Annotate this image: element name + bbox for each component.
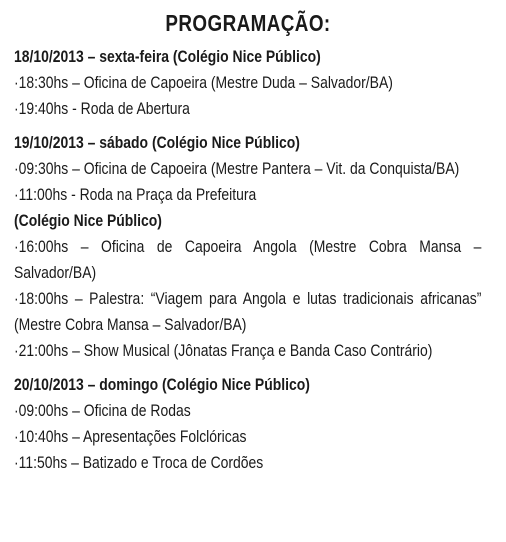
schedule-item: ·10:40hs – Apresentações Folclóricas [14, 427, 247, 446]
day-section-3 [14, 372, 482, 476]
schedule-item: ·11:00hs - Roda na Praça da Prefeitura [14, 185, 257, 204]
schedule-item: ·18:30hs – Oficina de Capoeira (Mestre Duda – Salvador/BA) [14, 73, 393, 92]
schedule-item: ·21:00hs – Show Musical (Jônatas França e Banda Caso Contrário) [14, 341, 433, 360]
venue-subheading: (Colégio Nice Público) [14, 211, 162, 230]
day-section-2 [14, 130, 482, 364]
day-heading: 19/10/2013 – sábado (Colégio Nice Público) [14, 133, 300, 152]
schedule-item: ·09:00hs – Oficina de Rodas [14, 401, 191, 420]
day-heading: 18/10/2013 – sexta-feira (Colégio Nice Público) [14, 47, 321, 66]
schedule-item: ·09:30hs – Oficina de Capoeira (Mestre Pantera – Vit. da Conquista/BA) [14, 159, 460, 178]
day-heading: 20/10/2013 – domingo (Colégio Nice Público) [14, 375, 310, 394]
schedule-item: ·18:00hs – Palestra: “Viagem para Angola e lutas tradicionais africanas” (Mestre Cobra Mansa – Salvador/BA) [14, 289, 482, 334]
day-section-1 [14, 44, 482, 122]
schedule-item: ·16:00hs – Oficina de Capoeira Angola (Mestre Cobra Mansa – Salvador/BA) [14, 237, 482, 282]
page-title: PROGRAMAÇÃO: [165, 10, 331, 36]
schedule-item: ·11:50hs – Batizado e Troca de Cordões [14, 453, 264, 472]
schedule-document [0, 9, 506, 542]
schedule-item: ·19:40hs - Roda de Abertura [14, 99, 190, 118]
